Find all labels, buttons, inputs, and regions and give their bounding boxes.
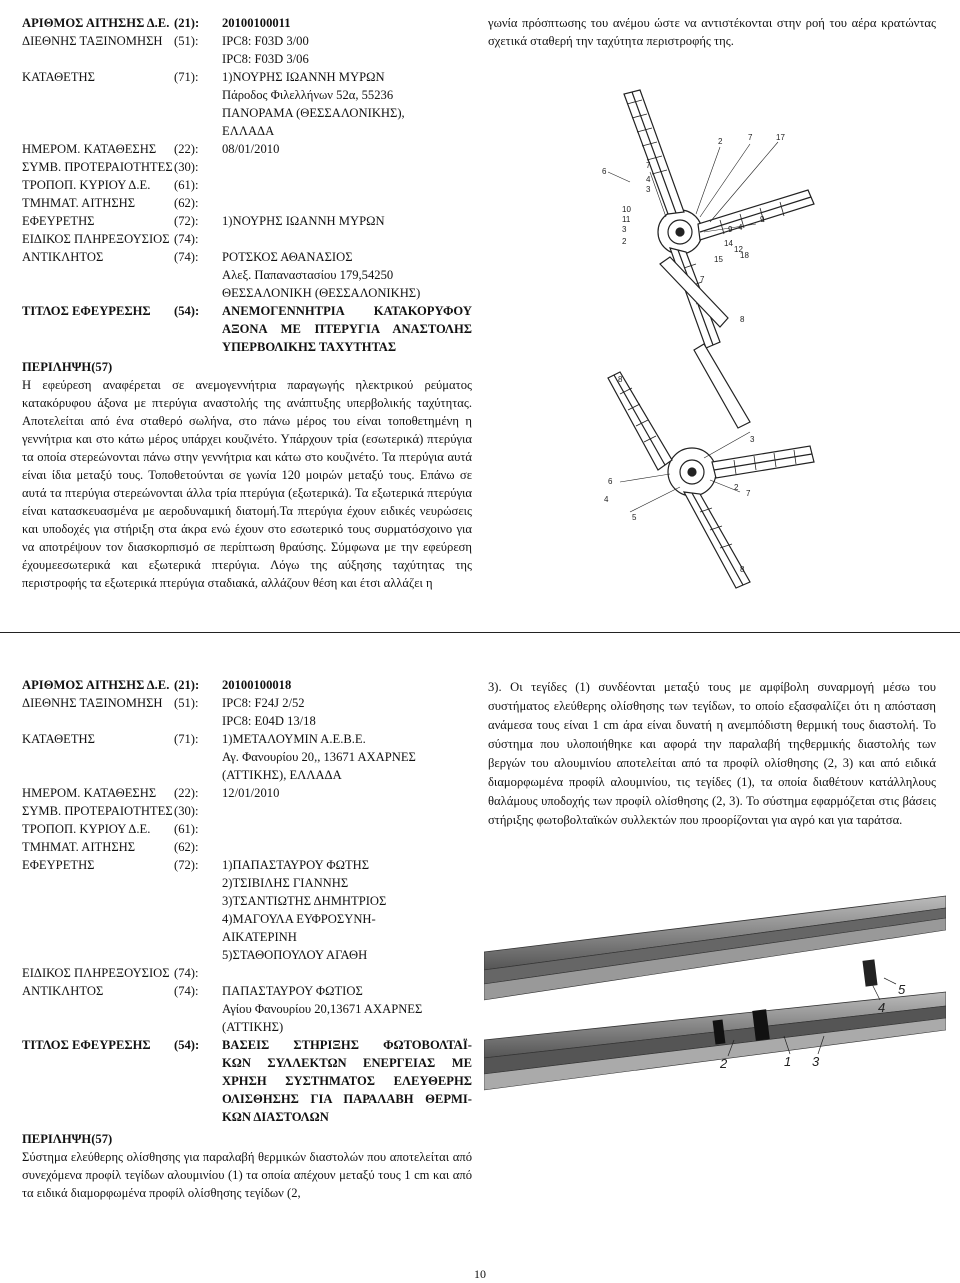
field-label: ΕΦΕΥΡΕΤΗΣ <box>22 214 95 228</box>
invention-title-line: ΧΡΗΣΗ ΣΥΣΤΗΜΑΤΟΣ ΕΛΕΥΘΕΡΗΣ <box>222 1074 472 1088</box>
applicant-address: (ΑΤΤΙΚΗΣ), ΕΛΛΑΔΑ <box>222 768 342 782</box>
inventor-name: 3)ΤΣΑΝΤΙΩΤΗΣ ΔΗΜΗΤΡΙΟΣ <box>222 894 387 908</box>
callout: 2 <box>734 483 739 492</box>
callout: 18 <box>740 251 749 260</box>
callout: 8 <box>740 315 745 324</box>
applicant-address: Αγ. Φανουρίου 20,, 13671 ΑΧΑΡΝΕΣ <box>222 750 416 764</box>
application-number-row <box>22 676 472 694</box>
inventor-name: 4)ΜΑΓΟΥΛΑ ΕΥΦΡΟΣΥΝΗ- <box>222 912 376 926</box>
callout: 8 <box>618 375 623 384</box>
ipc-value: IPC8: F24J 2/52 <box>222 696 305 710</box>
abstract-text: Σύστημα ελεύθερης ολίσθησης για παραλαβή θερμικών διαστολών που αποτελείται από συνεχόμενα προφίλ τεγίδων αλουμινίου (1) τα οποία απέχουν μεταξύ τους 1 cm και από τα ειδικά διαμορφωμένα προφίλ ολίσθησης τεγίδων (2, <box>22 1150 472 1200</box>
abstract-label: ΠΕΡΙΛΗΨΗ(57) <box>22 1132 113 1146</box>
callout: 3 <box>646 185 651 194</box>
page-number: 10 <box>474 1267 486 1281</box>
field-code: (51): <box>174 696 199 710</box>
field-code: (22): <box>174 142 199 156</box>
filing-date-row <box>22 140 472 158</box>
field-code: (30): <box>174 804 199 818</box>
applicant-address: Πάροδος Φιλελλήνων 52α, 55236 <box>222 88 394 102</box>
callout: 15 <box>714 255 723 264</box>
filing-date: 08/01/2010 <box>222 142 280 156</box>
agent-row <box>22 230 472 248</box>
applicant-address: ΕΛΛΑΔΑ <box>222 124 275 138</box>
callout: 4 <box>878 1000 886 1015</box>
inventor-name: 1)ΠΑΠΑΣΤΑΥΡΟΥ ΦΩΤΗΣ <box>222 858 370 872</box>
abstract-continuation <box>488 678 936 830</box>
representative-address: ΘΕΣΣΑΛΟΝΙΚΗ (ΘΕΣΣΑΛΟΝΙΚΗΣ) <box>222 286 421 300</box>
field-code: (72): <box>174 858 199 872</box>
abstract-label: ΠΕΡΙΛΗΨΗ(57) <box>22 360 113 374</box>
field-label: ΚΑΤΑΘΕΤΗΣ <box>22 70 95 84</box>
callout: 17 <box>776 133 785 142</box>
ipc-row <box>22 694 472 712</box>
field-code: (62): <box>174 840 199 854</box>
callout: 3 <box>622 225 627 234</box>
callout: 7 <box>746 489 751 498</box>
applicant-name: 1)ΝΟΥΡΗΣ ΙΩΑΝΝΗ ΜΥΡΩΝ <box>222 70 385 84</box>
invention-title-line: ΚΩΝ ΔΙΑΣΤΟΛΩΝ <box>222 1110 329 1124</box>
ipc-value-2: IPC8: F03D 3/06 <box>222 52 309 66</box>
abstract-text: Η εφεύρεση αναφέρεται σε ανεμογεννήτρια παραγωγής ηλεκτρικού ρεύματος κατακόρυφου άξονα με πτερύγια αναστολής της ανάπτυξης υπερβολικής ταχύτητας. Αποτελείται από ένα σταθερό σωλήνα, στο πάνω μέρος του είναι τοποθετημένη η γεννήτρια και στο κάτω μέρος υπάρχει κουζινέτο. Υπάρχουν τρία (εσωτερικά) πτερύγια τα οποία στερεώνονται πάνω στην γεννήτρια και κάτω στο κουζινέτο. Τα πτερύγια αυτά είναι ίδια μεταξύ τους. Τοποθετούνται σε γωνία 120 μοιρών μεταξύ τους. Επάνω σε αυτά τα πτερύγια στερεώνονται άλλα τρία πτερύγια (εξωτερικά). Τα εξωτερικά πτερύγια είναι κατασκευασμένα με αεροδυναμική διατομή.Τα πτερύγια έχουν ειδικές νευρώσεις και υποδοχές για στήριξη στα άκρα ενώ έχουν στο εσωτερικό τους συρματόσχοινο για να αποτρέψουν τον διασκορπισμό σε περίπτωση θραύσης. Σύμφωνα με την εφεύρεση έχουμεεσωτερικά και εξωτερικά πτερύγια. Λόγω της αύξησης ταχύτητας της περιστροφής τα εξωτερικά πτερύγια σταδιακά, αλλάζουν θέση και έτσι αλλάζει η <box>22 378 472 590</box>
field-code: (71): <box>174 732 199 746</box>
field-label: ΕΙΔΙΚΟΣ ΠΛΗΡΕΞΟΥΣΙΟΣ <box>22 232 170 246</box>
priority-row <box>22 158 472 176</box>
callout: 9 <box>760 215 765 224</box>
field-label: ΤΙΤΛΟΣ ΕΦΕΥΡΕΣΗΣ <box>22 1038 151 1052</box>
callout: 2 <box>720 1056 728 1071</box>
field-code: (61): <box>174 822 199 836</box>
agent-row <box>22 964 472 982</box>
abstract <box>22 376 472 592</box>
callout: 4 <box>646 175 651 184</box>
callout: 7 <box>748 133 753 142</box>
callout: 4 <box>604 495 609 504</box>
bottom-rotor-drawing <box>608 372 814 588</box>
field-code: (21): <box>174 678 200 692</box>
field-code: (54): <box>174 304 200 318</box>
field-label: ΗΜΕΡΟΜ. ΚΑΤΑΘΕΣΗΣ <box>22 142 157 156</box>
invention-title-line: ΑΞΟΝΑ ΜΕ ΠΤΕΡΥΓΙΑ ΑΝΑΣΤΟΛΗΣ <box>222 322 472 336</box>
division-row <box>22 194 472 212</box>
field-label: ΑΝΤΙΚΛΗΤΟΣ <box>22 984 104 998</box>
field-code: (72): <box>174 214 199 228</box>
inventor-name: 1)ΝΟΥΡΗΣ ΙΩΑΝΝΗ ΜΥΡΩΝ <box>222 214 385 228</box>
field-code: (21): <box>174 16 200 30</box>
representative-name: ΡΟΤΣΚΟΣ ΑΘΑΝΑΣΙΟΣ <box>222 250 353 264</box>
callout: 10 <box>622 205 631 214</box>
modification-row <box>22 176 472 194</box>
field-label: ΑΡΙΘΜΟΣ ΑΙΤΗΣΗΣ Δ.Ε. <box>22 16 170 30</box>
inventor-name: ΑΙΚΑΤΕΡΙΝΗ <box>222 930 297 944</box>
callout: 9 <box>728 225 733 234</box>
callout: 4 <box>738 223 743 232</box>
field-label: ΣΥΜΒ. ΠΡΟΤΕΡΑΙΟΤΗΤΕΣ <box>22 804 173 818</box>
callout: 3 <box>750 435 755 444</box>
field-label: ΕΙΔΙΚΟΣ ΠΛΗΡΕΞΟΥΣΙΟΣ <box>22 966 170 980</box>
field-code: (74): <box>174 984 199 998</box>
mounting-profile-figure <box>484 860 946 1116</box>
field-code: (74): <box>174 232 199 246</box>
callout: 2 <box>718 137 723 146</box>
invention-title-line: ΟΛΙΣΘΗΣΗΣ ΓΙΑ ΠΑΡΑΛΑΒΗ ΘΕΡΜΙ- <box>222 1092 472 1106</box>
application-number-row <box>22 14 472 32</box>
field-code: (51): <box>174 34 199 48</box>
title-row <box>22 1036 472 1054</box>
field-label: ΕΦΕΥΡΕΤΗΣ <box>22 858 95 872</box>
representative-address: Αλεξ. Παπαναστασίου 179,54250 <box>222 268 394 282</box>
field-label: ΑΝΤΙΚΛΗΤΟΣ <box>22 250 104 264</box>
field-code: (61): <box>174 178 199 192</box>
invention-title: ΒΑΣΕΙΣ ΣΤΗΡΙΞΗΣ ΦΩΤΟΒΟΛΤΑΪ- <box>222 1038 472 1052</box>
title-row <box>22 302 472 320</box>
applicant-row <box>22 730 472 748</box>
representative-row <box>22 248 472 266</box>
callout: 11 <box>622 215 631 224</box>
field-label: ΚΑΤΑΘΕΤΗΣ <box>22 732 95 746</box>
callout: 5 <box>898 982 906 997</box>
field-label: ΑΡΙΘΜΟΣ ΑΙΤΗΣΗΣ Δ.Ε. <box>22 678 170 692</box>
callout: 6 <box>608 477 613 486</box>
division-row <box>22 838 472 856</box>
callout: 14 <box>724 239 733 248</box>
field-label: ΔΙΕΘΝΗΣ ΤΑΞΙΝΟΜΗΣΗ <box>22 34 163 48</box>
ipc-row <box>22 32 472 50</box>
field-label: ΤΜΗΜΑΤ. ΑΙΤΗΣΗΣ <box>22 840 136 854</box>
inventor-name: 2)ΤΣΙΒΙΛΗΣ ΓΙΑΝΝΗΣ <box>222 876 349 890</box>
field-code: (30): <box>174 160 199 174</box>
modification-row <box>22 820 472 838</box>
inventor-name: 5)ΣΤΑΘΟΠΟΥΛΟΥ ΑΓΑΘΗ <box>222 948 368 962</box>
invention-title: ΑΝΕΜΟΓΕΝΝΗΤΡΙΑ ΚΑΤΑΚΟΡΥΦΟΥ <box>222 304 472 318</box>
field-label: ΤΜΗΜΑΤ. ΑΙΤΗΣΗΣ <box>22 196 136 210</box>
record-2 <box>22 676 472 1202</box>
abstract-cont-text: 3). Οι τεγίδες (1) συνδέονται μεταξύ τους με αμφίβολη συναρμογή μέσω του συστήματος ελεύθερης ολίσθησης των τεγίδων, το οποίο εξασφαλίζει ότι η απόσταση ανάμεσα τους είναι 1 cm άρα είναι δυνατή η ανεμπόδιστη θερμική τους διαστολή. Το σύστημα που υλοποιήθηκε και αφορά την παραλαβή τηςθερμικής διαστολής των βεργών του αλουμινίου αποτελείται από τα προφίλ ολίσθησης (2, 3) και από ειδικά διαμορφωμένα προφίλ αλουμινίου, τις τεγίδες (1), τα οποία διαθέτουν κατάλληλους θαλάμους υποδοχής των προφίλ ολίσθησης (2, 3). Το σύστημα εφαρμόζεται στις βάσεις στήριξης φωτοβολταϊκών συλλεκτών που προορίζονται για αγρό και για ταράτσα. <box>488 680 936 827</box>
field-code: (62): <box>174 196 199 210</box>
callout: 7 <box>700 275 705 284</box>
callout: 6 <box>602 167 607 176</box>
field-label: ΣΥΜΒ. ΠΡΟΤΕΡΑΙΟΤΗΤΕΣ <box>22 160 173 174</box>
abstract <box>22 1148 472 1202</box>
callout: 1 <box>784 1054 792 1069</box>
representative-name: ΠΑΠΑΣΤΑΥΡΟΥ ΦΩΤΙΟΣ <box>222 984 363 998</box>
invention-title-cont <box>22 320 472 356</box>
field-label: ΤΙΤΛΟΣ ΕΦΕΥΡΕΣΗΣ <box>22 304 151 318</box>
representative-row <box>22 982 472 1000</box>
ipc-value: IPC8: F03D 3/00 <box>222 34 309 48</box>
abstract-cont-text: γωνία πρόσπτωσης του ανέμου ώστε να αντιστέκονται στην ροή του αέρα κρατώντας σχετικά σταθερή την ταχύτητα περιστροφής της. <box>488 16 936 48</box>
application-number: 20100100018 <box>222 678 292 692</box>
field-label: ΤΡΟΠΟΠ. ΚΥΡΙΟΥ Δ.Ε. <box>22 178 151 192</box>
invention-title-line: ΚΩΝ ΣΥΛΛΕΚΤΩΝ ΕΝΕΡΓΕΙΑΣ ΜΕ <box>222 1056 472 1070</box>
inventor-row <box>22 212 472 230</box>
field-code: (71): <box>174 70 199 84</box>
applicant-row <box>22 68 472 86</box>
field-label: ΤΡΟΠΟΠ. ΚΥΡΙΟΥ Δ.Ε. <box>22 822 151 836</box>
representative-address: (ΑΤΤΙΚΗΣ) <box>222 1020 284 1034</box>
callout: 8 <box>740 565 745 574</box>
inventor-row <box>22 856 472 874</box>
invention-title-cont <box>22 1054 472 1126</box>
record-1 <box>22 14 472 592</box>
application-number: 20100100011 <box>222 16 291 30</box>
filing-date: 12/01/2010 <box>222 786 280 800</box>
field-code: (74): <box>174 966 199 980</box>
field-code: (54): <box>174 1038 200 1052</box>
abstract-continuation <box>488 14 936 50</box>
applicant-name: 1)ΜΕΤΑΛΟΥΜΙΝ Α.Ε.Β.Ε. <box>222 732 366 746</box>
wind-turbine-figure <box>600 82 820 612</box>
callout: 2 <box>622 237 627 246</box>
field-label: ΔΙΕΘΝΗΣ ΤΑΞΙΝΟΜΗΣΗ <box>22 696 163 710</box>
field-code: (22): <box>174 786 199 800</box>
representative-address: Αγίου Φανουρίου 20,13671 ΑΧΑΡΝΕΣ <box>222 1002 423 1016</box>
applicant-address: ΠΑΝΟΡΑΜΑ (ΘΕΣΣΑΛΟΝΙΚΗΣ), <box>222 106 405 120</box>
ipc-value-2: IPC8: E04D 13/18 <box>222 714 316 728</box>
field-label: ΗΜΕΡΟΜ. ΚΑΤΑΘΕΣΗΣ <box>22 786 157 800</box>
section-divider <box>0 632 960 633</box>
invention-title-line: ΥΠΕΡΒΟΛΙΚΗΣ ΤΑΧΥΤΗΤΑΣ <box>222 340 397 354</box>
callout: 12 <box>734 245 743 254</box>
callout: 3 <box>812 1054 820 1069</box>
filing-date-row <box>22 784 472 802</box>
callout: 5 <box>632 513 637 522</box>
priority-row <box>22 802 472 820</box>
field-code: (74): <box>174 250 199 264</box>
callout: 7 <box>646 161 651 170</box>
